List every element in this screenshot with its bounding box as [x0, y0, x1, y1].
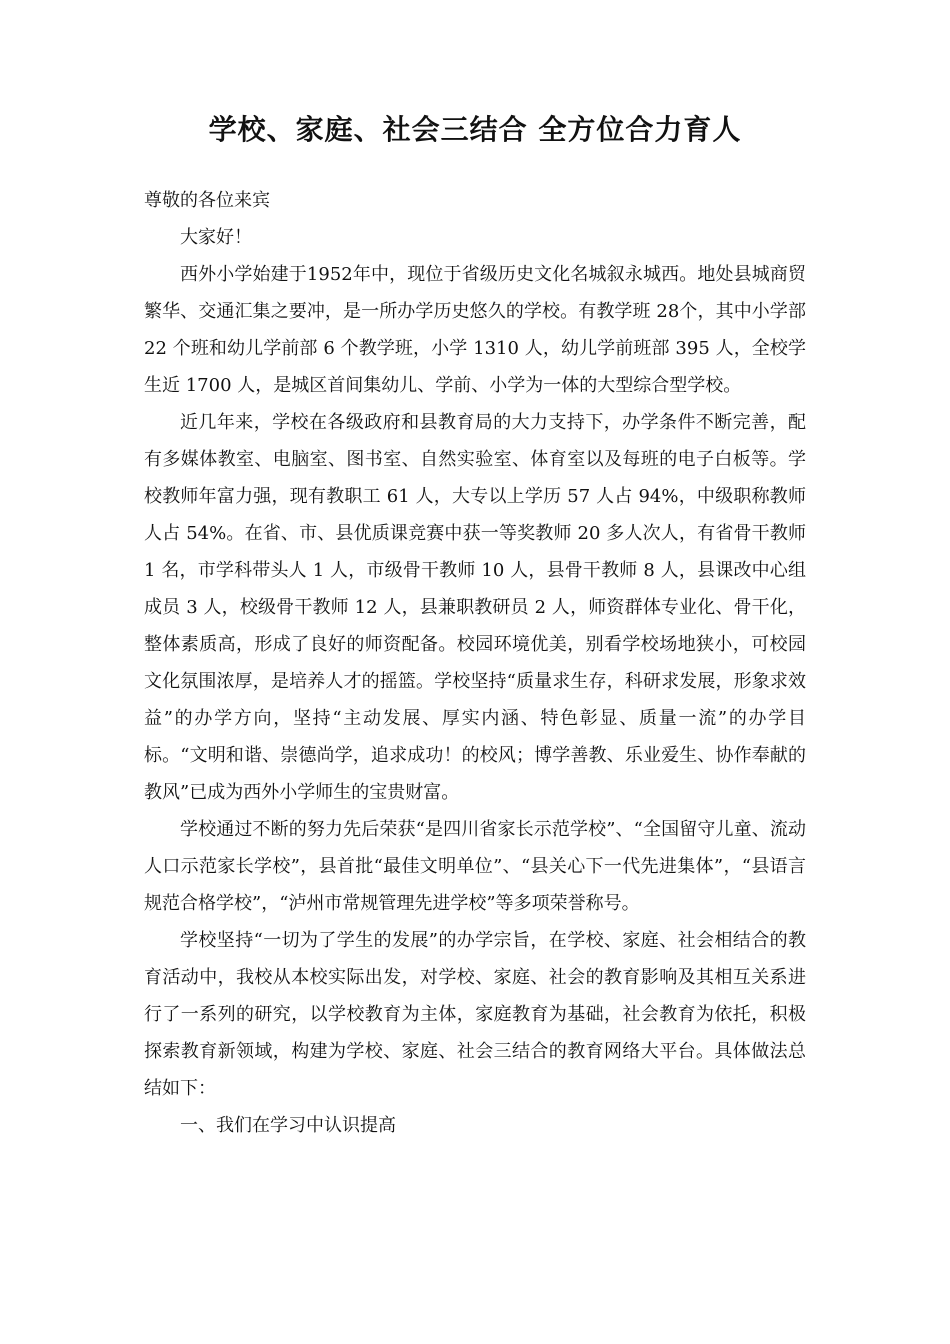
section-heading-1: 一、我们在学习中认识提高: [180, 1115, 396, 1136]
document-title: 学校、家庭、社会三结合 全方位合力育人: [208, 113, 742, 146]
paragraph-philosophy: 学校坚持“一切为了学生的发展”的办学宗旨，在学校、家庭、社会相结合的教育活动中，我校从本校实际出发，对学校、家庭、社会的教育影响及其相互关系进行了一系列的研究，以学校教育为主体，家庭教育为基础，社会教育为依托，积极探索教育新领域，构建为学校、家庭、社会三结合的教育网络大平台。具体做法总结如下：: [144, 930, 806, 1099]
paragraph-honors: 学校通过不断的努力先后荣获“是四川省家长示范学校”、“全国留守儿童、流动人口示范家长学校”，县首批“最佳文明单位”、“县关心下一代先进集体”，“县语言规范合格学校”，“泸州市常规管理先进学校”等多项荣誉称号。: [144, 819, 806, 914]
greeting: 大家好！: [180, 227, 252, 248]
paragraph-conditions-and-staff: 近几年来，学校在各级政府和县教育局的大力支持下，办学条件不断完善，配有多媒体教室、电脑室、图书室、自然实验室、体育室以及每班的电子白板等。学校教师年富力强，现有教职工 61 人，大专以上学历 57 人占 94%，中级职称教师人占 54%。在省、市、县优质课竞赛中获一等奖教师 20 多人次人，有省骨干教师 1 名，市学科带头人 1 人，市级骨干教师 10 人，县骨干教师 8 人，县课改中心组成员 3 人，校级骨干教师 12 人，县兼职教研员 2 人，师资群体专业化、骨干化，整体素质高，形成了良好的师资配备。校园环境优美，别看学校场地狭小，可校园文化氛围浓厚，是培养人才的摇篮。学校坚持“质量求生存，科研求发展，形象求效益”的办学方向，坚持“主动发展、厚实内涵、特色彰显、质量一流”的办学目标。“文明和谐、崇德尚学，追求成功！的校风；博学善教、乐业爱生、协作奉献的教风”已成为西外小学师生的宝贵财富。: [144, 412, 806, 803]
paragraph-school-intro: 西外小学始建于1952年中，现位于省级历史文化名城叙永城西。地处县城商贸繁华、交通汇集之要冲，是一所办学历史悠久的学校。有教学班 28个，其中小学部 22 个班和幼儿学前部 6 个教学班，小学 1310 人，幼儿学前班部 395 人，全校学生近 1700 人，是城区首间集幼儿、学前、小学为一体的大型综合型学校。: [144, 264, 806, 396]
salutation: 尊敬的各位来宾: [144, 190, 270, 211]
document-page: [144, 108, 806, 1144]
